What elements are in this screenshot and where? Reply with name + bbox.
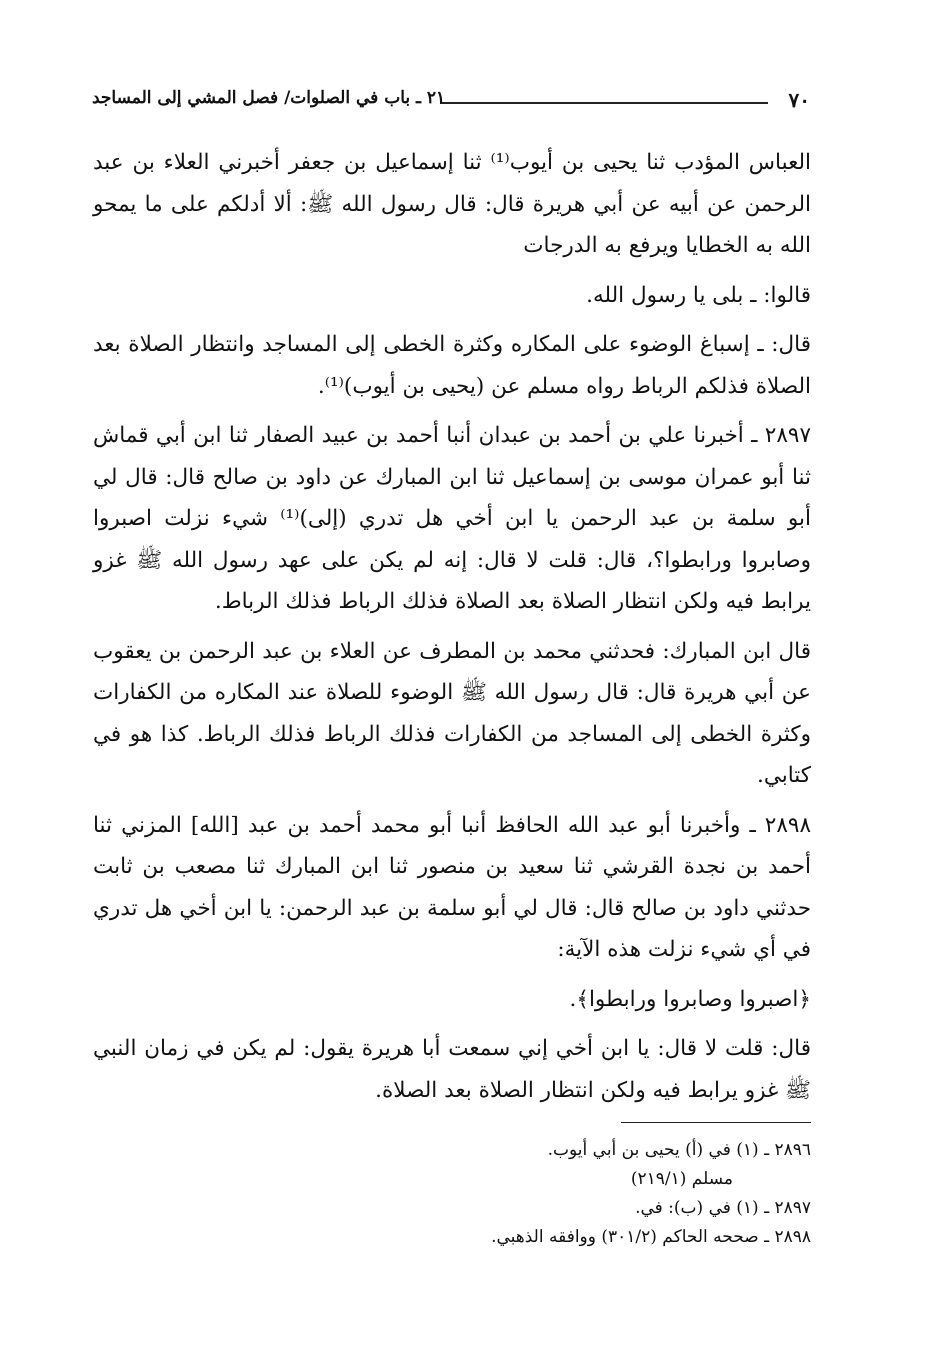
- footnotes: [111, 1136, 811, 1252]
- main-text: [93, 142, 811, 1119]
- footnote-2896: ٢٨٩٦ ـ (١) في (أ) يحيى بن أبي أيوب.: [547, 1140, 811, 1160]
- header-rule: [440, 102, 768, 104]
- paragraph-hadith-2897: ٢٨٩٧ ـ أخبرنا علي بن أحمد بن عبدان أنبا أحمد بن عبيد الصفار ثنا ابن أبي قماش ثنا أبو عمران موسى بن إسماعيل ثنا ابن المبارك عن داود بن صالح قال: قال لي أبو سلمة بن عبد الرحمن يا ابن أخي هل تدري (إلى)⁽¹⁾ شيء نزلت اصبروا وصابروا ورابطوا؟، قال: قلت لا قال: إنه لم يكن على عهد رسول الله ﷺ غزو يرابط فيه ولكن انتظار الصلاة بعد الصلاة فذلك الرباط فذلك الرباط.: [93, 423, 811, 614]
- paragraph-final: قال: قلت لا قال: يا ابن أخي إني سمعت أبا هريرة يقول: لم يكن في زمان النبي ﷺ غزو يرابط فيه ولكن انتظار الصلاة بعد الصلاة.: [93, 1036, 811, 1103]
- running-title: ٢١ ـ باب في الصلوات/ فصل المشي إلى المساجد: [92, 88, 446, 108]
- page-number: ٧٠: [788, 88, 810, 112]
- paragraph-answer: قال: ـ إسباغ الوضوء على المكاره وكثرة الخطى إلى المساجد وانتظار الصلاة بعد الصلاة فذلكم الرباط رواه مسلم عن (يحيى بن أيوب)⁽¹⁾.: [93, 332, 811, 399]
- footnote-2897: ٢٨٩٧ ـ (١) في (ب): في.: [635, 1198, 811, 1218]
- paragraph-ibn-mubarak: قال ابن المبارك: فحدثني محمد بن المطرف عن العلاء بن عبد الرحمن بن يعقوب عن أبي هريرة قال: قال رسول الله ﷺ الوضوء للصلاة عند المكاره من الكفارات وكثرة الخطى إلى المساجد من الكفارات فذلك الرباط فذلك الرباط. كذا هو في كتابي.: [93, 638, 811, 788]
- footnote-2898: ٢٨٩٨ ـ صححه الحاكم (٣٠١/٢) ووافقه الذهبي.: [491, 1227, 811, 1247]
- page-header: [92, 86, 810, 116]
- footnote-2896-source: مسلم (٢١٩/١): [630, 1169, 733, 1189]
- paragraph-hadith-2898: ٢٨٩٨ ـ وأخبرنا أبو عبد الله الحافظ أنبا أبو محمد أحمد بن عبد [الله] المزني ثنا أحمد بن نجدة القرشي ثنا سعيد بن منصور ثنا ابن المبارك ثنا مصعب بن ثابت حدثني داود بن صالح قال: قال لي أبو سلمة بن عبد الرحمن: يا ابن أخي هل تدري في أي شيء نزلت هذه الآية:: [93, 812, 811, 962]
- footnote-separator: [621, 1122, 811, 1123]
- paragraph-hadith-2896-end: العباس المؤدب ثنا يحيى بن أيوب⁽¹⁾ ثنا إسماعيل بن جعفر أخبرني العلاء بن عبد الرحمن عن أبيه عن أبي هريرة قال: قال رسول الله ﷺ: ألا أدلكم على ما يمحو الله به الخطايا ويرفع به الدرجات: [93, 150, 811, 258]
- paragraph-verse: ﴿اصبروا وصابروا ورابطوا﴾.: [569, 986, 811, 1012]
- paragraph-reply: قالوا: ـ بلى يا رسول الله.: [586, 282, 811, 308]
